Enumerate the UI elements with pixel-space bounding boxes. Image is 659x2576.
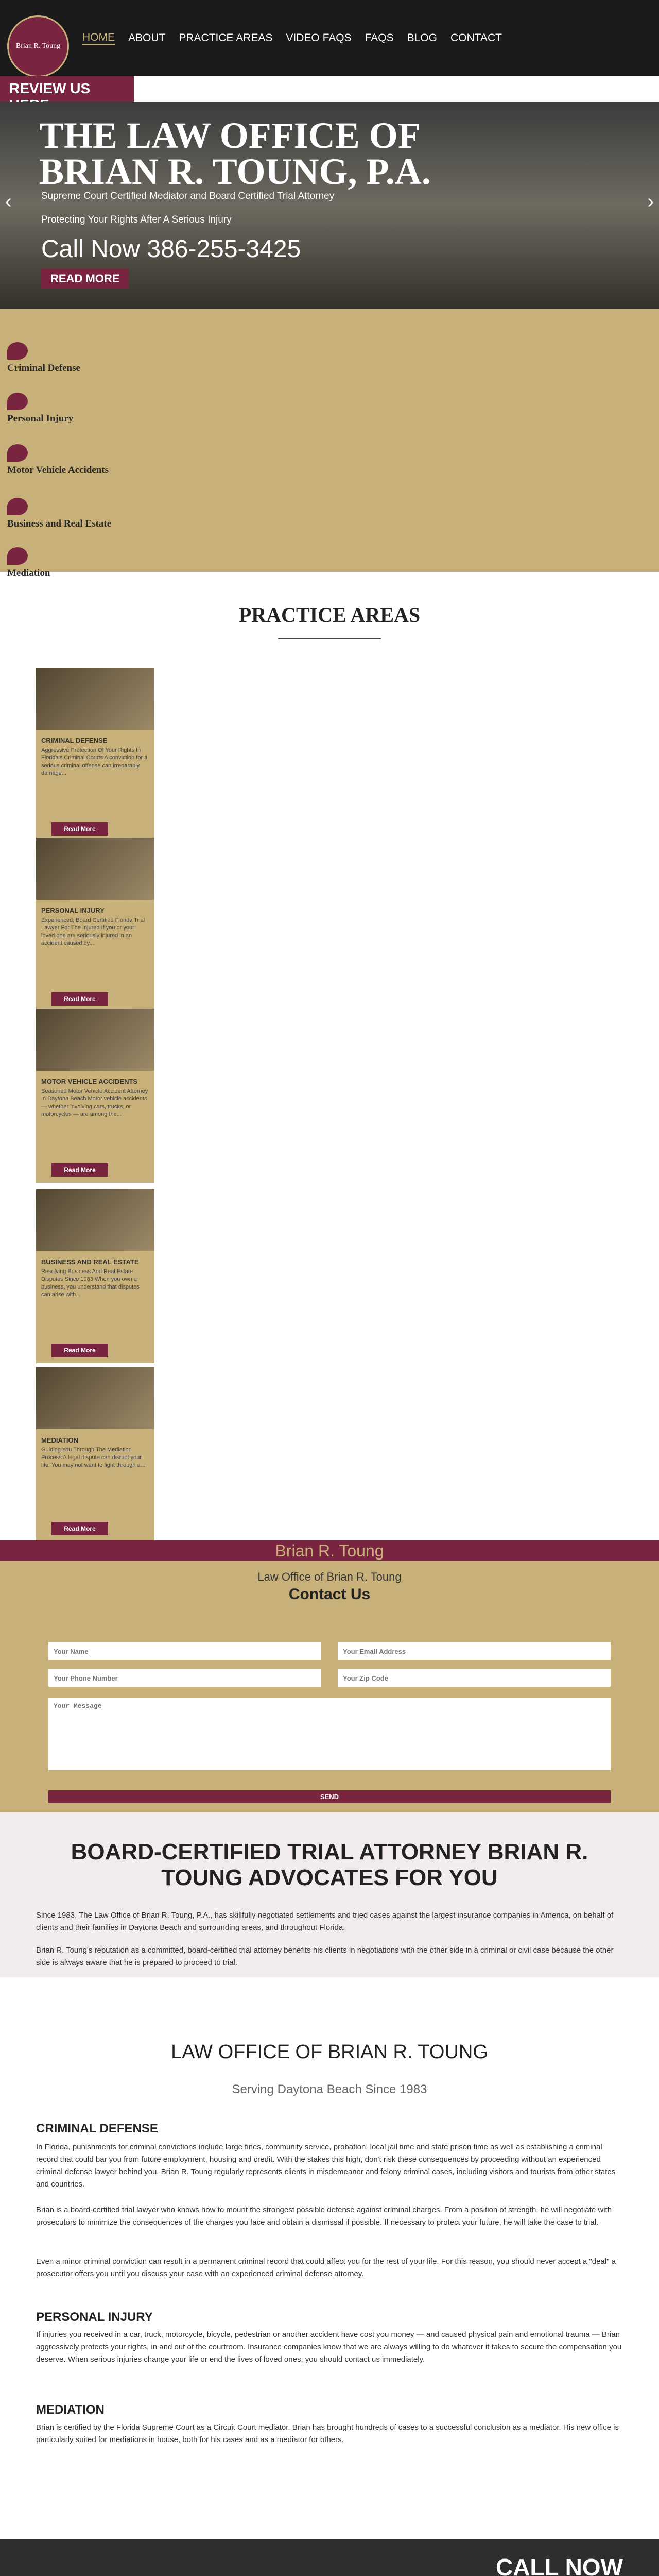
injury-icon xyxy=(7,393,28,410)
practice-card xyxy=(36,668,154,842)
law-office-section xyxy=(0,1977,659,2539)
practice-card-title: PERSONAL INJURY xyxy=(41,907,105,914)
hero-title-line2: BRIAN R. TOUNG, P.A. xyxy=(39,151,431,192)
hero-title-line1: THE LAW OFFICE OF xyxy=(39,115,421,156)
practice-card-text: Guiding You Through The Mediation Process A legal dispute can disrupt your life. You may not want to fight through a... xyxy=(41,1447,145,1468)
practice-card-title: MEDIATION xyxy=(41,1436,78,1444)
divider xyxy=(278,638,381,639)
office-heading: LAW OFFICE OF BRIAN R. TOUNG xyxy=(171,2041,488,2063)
category-label: Personal Injury xyxy=(7,413,74,424)
practice-image xyxy=(36,838,154,900)
criminal-paragraph: Brian is a board-certified trial lawyer who knows how to mount the strongest possible defense against criminal charges. From a position of strength, he will negotiate with prosecutors to minimize the consequences of the charges you face and obtain a dismissal if possible. If necessary to protect your future, he will take the case to trial. xyxy=(36,2206,612,2227)
practice-card xyxy=(36,1009,154,1183)
nav-blog[interactable]: BLOG xyxy=(407,32,437,44)
criminal-heading: CRIMINAL DEFENSE xyxy=(36,2122,158,2136)
category-label: Business and Real Estate xyxy=(7,518,112,529)
phone-field[interactable] xyxy=(48,1669,321,1687)
scales-icon xyxy=(7,342,28,360)
nav-about[interactable]: ABOUT xyxy=(128,32,166,44)
nav-faqs[interactable]: FAQS xyxy=(365,32,394,44)
board-title: BOARD-CERTIFIED TRIAL ATTORNEY BRIAN R. TOUNG ADVOCATES FOR YOU xyxy=(71,1839,588,1890)
read-more-button[interactable]: Read More xyxy=(51,822,108,836)
practice-image xyxy=(36,668,154,730)
practice-card-text: Experienced, Board Certified Florida Trial Lawyer For The Injured If you or your loved one are seriously injured in an accident caused by... xyxy=(41,917,145,946)
nav-contact[interactable]: CONTACT xyxy=(450,32,502,44)
mediation-heading: MEDIATION xyxy=(36,2403,105,2417)
category-label: Criminal Defense xyxy=(7,363,80,374)
chevron-right-icon[interactable]: › xyxy=(647,191,654,212)
read-more-button[interactable]: Read More xyxy=(51,1344,108,1357)
nav-practice-areas[interactable]: PRACTICE AREAS xyxy=(179,32,273,44)
read-more-button[interactable]: Read More xyxy=(51,992,108,1006)
building-icon xyxy=(7,498,28,515)
practice-image xyxy=(36,1367,154,1429)
call-now-banner xyxy=(0,2539,659,2576)
hero-read-more-button[interactable]: READ MORE xyxy=(41,269,129,289)
main-nav xyxy=(0,0,659,76)
logo-text: Brian R. Toung xyxy=(15,42,61,50)
hero-call-number[interactable]: Call Now 386-255-3425 xyxy=(41,235,301,263)
message-field[interactable] xyxy=(48,1698,611,1770)
practice-card-title: BUSINESS AND REAL ESTATE xyxy=(41,1258,139,1266)
practice-card-text: Resolving Business And Real Estate Disputes Since 1983 When you own a business, you understand that disputes can arise with... xyxy=(41,1268,140,1298)
practice-card-title: CRIMINAL DEFENSE xyxy=(41,737,108,744)
contact-title: Contact Us xyxy=(288,1586,371,1603)
board-paragraph: Brian R. Toung's reputation as a committed, board-certified trial attorney benefits his clients in negotiations with the other side in a criminal or civil case because the other side is always aware that he is prepared to proceed to trial. xyxy=(36,1946,614,1967)
review-us-button[interactable]: REVIEW US xyxy=(0,76,134,102)
site-header xyxy=(0,0,659,76)
practice-image xyxy=(36,1189,154,1251)
contact-form-section xyxy=(0,1561,659,1812)
zip-field[interactable] xyxy=(338,1669,611,1687)
hero-tagline: Protecting Your Rights After A Serious Injury xyxy=(41,214,232,225)
contact-subtitle: Law Office of Brian R. Toung xyxy=(257,1570,402,1583)
practice-card xyxy=(36,1367,154,1541)
injury-heading: PERSONAL INJURY xyxy=(36,2310,153,2324)
board-paragraph: Since 1983, The Law Office of Brian R. Toung, P.A., has skillfully negotiated settlements and tried cases against the largest insurance companies in America, on behalf of clients and their families in Daytona Beach and surrounding areas, and throughout Florida. xyxy=(36,1911,614,1932)
name-bar: Brian R. Toung xyxy=(0,1540,659,1561)
practice-image xyxy=(36,1009,154,1071)
email-field[interactable] xyxy=(338,1642,611,1660)
board-certified-section xyxy=(0,1812,659,1977)
read-more-button[interactable]: Read More xyxy=(51,1522,108,1535)
category-personal-injury[interactable] xyxy=(7,393,73,425)
hero-banner xyxy=(0,102,659,309)
name-field[interactable] xyxy=(48,1642,321,1660)
practice-areas-title: PRACTICE AREAS xyxy=(238,603,421,626)
category-label: Mediation xyxy=(7,568,50,579)
call-now-label: CALL NOW xyxy=(495,2554,623,2576)
practice-areas-heading xyxy=(0,603,659,639)
category-business[interactable] xyxy=(7,498,111,530)
chevron-left-icon[interactable]: ‹ xyxy=(5,191,12,212)
car-icon xyxy=(7,444,28,462)
practice-card-title: MOTOR VEHICLE ACCIDENTS xyxy=(41,1078,138,1086)
practice-card xyxy=(36,1189,154,1363)
hero-subtitle: Supreme Court Certified Mediator and Board Certified Trial Attorney xyxy=(41,191,335,201)
criminal-paragraph: In Florida, punishments for criminal convictions include large fines, community service, probation, local jail time and state prison time as well as establishing a criminal record that could bar you from future employment, housing and credit. With the stakes this high, don't risk these consequences by proceeding without an experienced criminal defense lawyer behind you. Brian R. Toung regularly represents clients in misdemeanor and felony criminal cases, including visitors and tourists from other states and countries. xyxy=(36,2143,616,2189)
category-label: Motor Vehicle Accidents xyxy=(7,465,109,476)
injury-paragraph: If injuries you received in a car, truck, motorcycle, bicycle, pedestrian or another accident have cost you money — and caused physical pain and emotional trauma — Brian aggressively protects your rights, in and out of the courtroom. Insurance companies know that we are always willing to do whatever it takes to secure the compensation you deserve. When serious injuries change your life or end the lives of loved ones, you should contact us immediately. xyxy=(36,2330,622,2364)
category-sidebar xyxy=(0,309,659,579)
nav-home[interactable]: HOME xyxy=(82,31,115,45)
practice-card-text: Aggressive Protection Of Your Rights In Florida's Criminal Courts A conviction for a serious criminal offense can irreparably damage... xyxy=(41,747,148,776)
office-subheading: Serving Daytona Beach Since 1983 xyxy=(232,2082,427,2096)
practice-card-text: Seasoned Motor Vehicle Accident Attorney In Daytona Beach Motor vehicle accidents — whether involving cars, trucks, or motorcycles — are among the... xyxy=(41,1088,148,1117)
mediation-paragraph: Brian is certified by the Florida Supreme Court as a Circuit Court mediator. Brian has brought hundreds of cases to a successful conclusion as a mediator. His new office is particularly suited for mediations in house, both for his cases and as a mediator for others. xyxy=(36,2423,619,2444)
category-mediation[interactable] xyxy=(7,547,50,579)
send-button[interactable]: SEND xyxy=(48,1790,611,1803)
practice-card xyxy=(36,838,154,1012)
read-more-button[interactable]: Read More xyxy=(51,1163,108,1177)
category-motor-vehicle[interactable] xyxy=(7,444,109,476)
category-criminal-defense[interactable] xyxy=(7,342,80,374)
criminal-paragraph: Even a minor criminal conviction can result in a permanent criminal record that could affect you for the rest of your life. For this reason, you should never accept a "deal" a prosecutor offers you until you discuss your case with an experienced criminal defense attorney. xyxy=(36,2257,616,2278)
hero-title xyxy=(39,117,431,190)
nav-video-faqs[interactable]: VIDEO FAQS xyxy=(286,32,352,44)
handshake-icon xyxy=(7,547,28,565)
